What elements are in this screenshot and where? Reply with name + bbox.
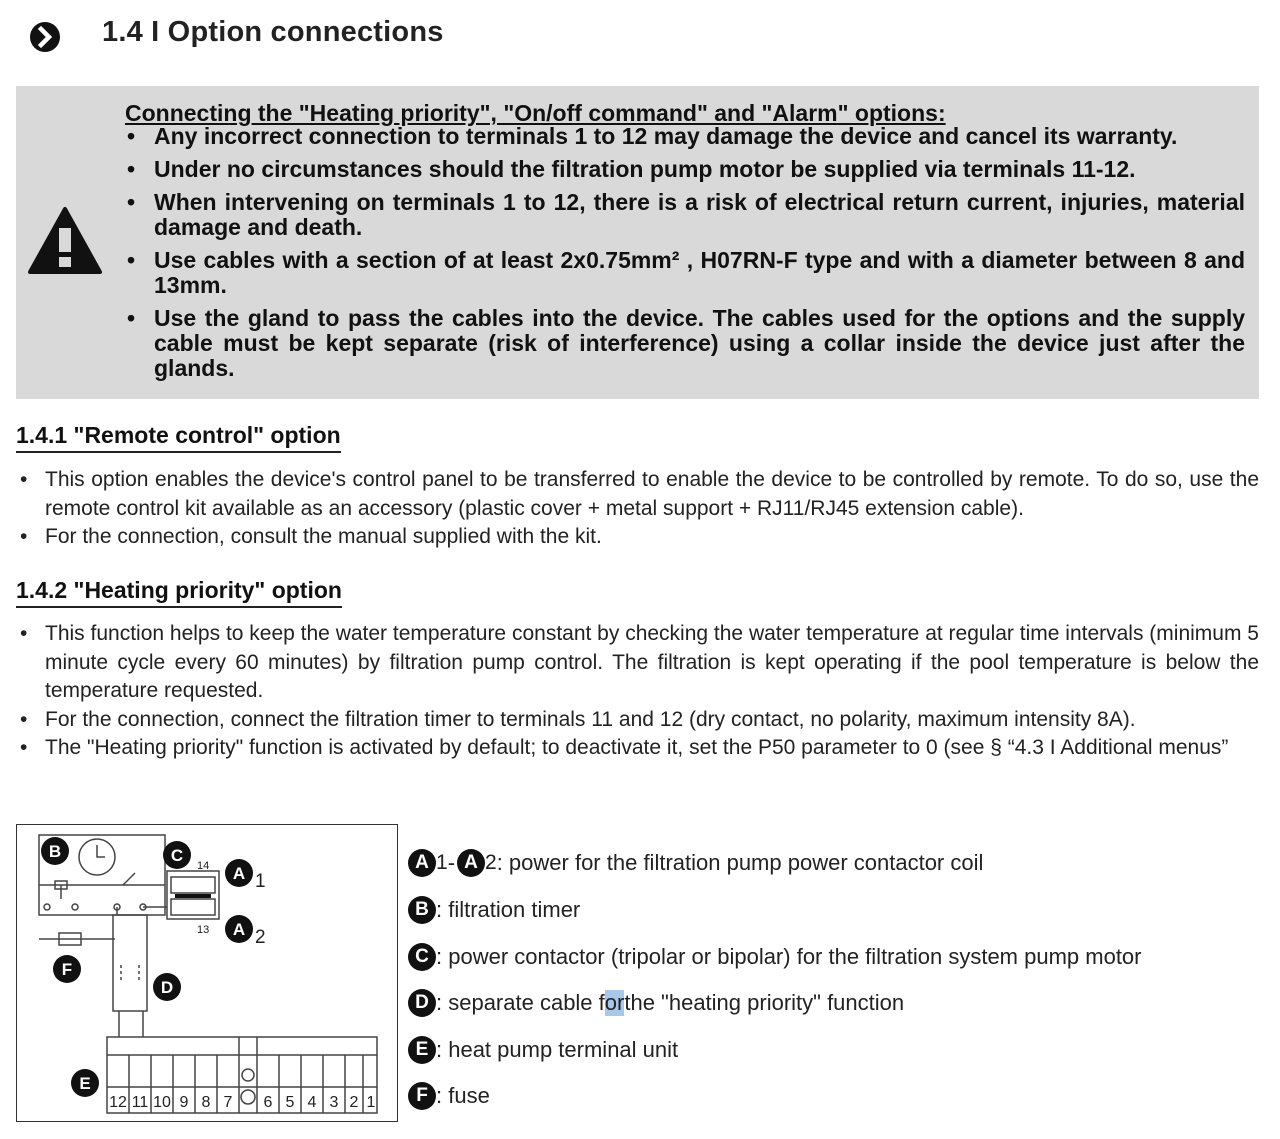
ground-icon: [242, 1069, 254, 1081]
legend-badge-b: B: [408, 896, 436, 924]
list-item: • For the connection, connect the filtration timer to terminals 11 and 12 (dry contact, no polarity, maximum intensity 8A).: [16, 706, 1259, 735]
legend-text: : fuse: [436, 1083, 490, 1108]
legend-row-c: [408, 940, 1142, 974]
legend-text: : filtration timer: [436, 897, 581, 922]
list-item: • Any incorrect connection to terminals 1 to 12 may damage the device and cancel its warranty.: [125, 124, 1245, 149]
list-item: • Under no circumstances should the filtration pump motor be supplied via terminals 11-12.: [125, 157, 1245, 182]
diagram-label-d: D: [160, 978, 174, 997]
terminal-label: 3: [329, 1094, 339, 1111]
legend-text: : separate cable f: [436, 990, 605, 1015]
terminal-label: 11: [131, 1094, 149, 1111]
legend-row-a: [408, 846, 983, 880]
legend-row-d: [408, 986, 904, 1020]
diagram-sub-2: 2: [255, 927, 266, 948]
terminal-label: 4: [307, 1094, 317, 1111]
section-title-remote: 1.4.1 "Remote control" option: [16, 422, 341, 453]
warning-list: [125, 124, 1245, 381]
diagram-sub-1: 1: [255, 871, 266, 892]
terminal-label: 5: [285, 1094, 295, 1111]
legend-row-e: [408, 1033, 678, 1067]
terminal-label: 6: [263, 1094, 273, 1111]
separate-cable: [113, 915, 147, 1011]
list-item: • When intervening on terminals 1 to 12, there is a risk of electrical return current, injuries, material damage and death.: [125, 190, 1245, 240]
legend-text: : power contactor (tripolar or bipolar) for the filtration system pump motor: [436, 944, 1142, 969]
terminal-label: 12: [109, 1094, 127, 1111]
terminal-label: 9: [179, 1094, 189, 1111]
list-item: • For the connection, consult the manual supplied with the kit.: [16, 523, 1259, 552]
diagram-label-a1: A: [232, 864, 246, 883]
terminal-label: 10: [153, 1094, 171, 1111]
list-item: • The "Heating priority" function is activated by default; to deactivate it, set the P50 parameter to 0 (see § “4.3 I Additional menus”: [16, 734, 1259, 763]
terminal-label: 7: [223, 1094, 233, 1111]
list-item: • Use the gland to pass the cables into the device. The cables used for the options and the supply cable must be kept separate (risk of interference) using a collar inside the device just after the glands.: [125, 306, 1245, 381]
terminal-label: 2: [349, 1094, 359, 1111]
diagram-label-c: C: [170, 846, 184, 865]
heating-list: [16, 620, 1259, 763]
legend-text: the "heating priority" function: [624, 990, 905, 1015]
wiring-diagram: [16, 824, 398, 1122]
legend-badge-f: F: [408, 1082, 436, 1110]
list-item: • This function helps to keep the water temperature constant by checking the water temperature at regular time intervals (minimum 5 minute cycle every 60 minutes) by filtration pump control. The filtration is kept operating if the pool temperature is below the temperature requested.: [16, 620, 1259, 706]
text-selection: or: [604, 990, 625, 1015]
remote-list: [16, 466, 1259, 552]
legend-row-b: [408, 893, 580, 927]
legend-sub: 2: [485, 851, 497, 874]
legend-text: : power for the filtration pump power contactor coil: [496, 850, 984, 875]
legend-badge-d: D: [408, 989, 436, 1017]
legend-sep: -: [447, 850, 456, 875]
legend-badge-a: A: [408, 849, 436, 877]
legend-row-f: [408, 1079, 490, 1113]
list-item: • This option enables the device's control panel to be transferred to enable the device to be controlled by remote. To do so, use the remote control kit available as an accessory (plastic cover + metal support + RJ11/RJ45 extension cable).: [16, 466, 1259, 523]
warning-heading: Connecting the "Heating priority", "On/off command" and "Alarm" options:: [125, 100, 946, 126]
legend-sub: 1: [436, 851, 448, 874]
legend-badge-e: E: [408, 1036, 436, 1064]
terminal-label: 1: [366, 1094, 376, 1111]
section-title-heating: 1.4.2 "Heating priority" option: [16, 577, 342, 608]
legend-text: : heat pump terminal unit: [436, 1037, 679, 1062]
diagram-label-a2: A: [232, 920, 246, 939]
diagram-label-b: B: [48, 842, 62, 861]
legend-badge-a: A: [457, 849, 485, 877]
warning-triangle-icon: [28, 206, 102, 281]
chevron-right-circle-icon: [30, 22, 60, 52]
contact-bottom-label: 13: [197, 924, 210, 936]
legend-badge-c: C: [408, 943, 436, 971]
contact-top-label: 14: [197, 860, 210, 872]
diagram-label-f: F: [61, 960, 73, 979]
page-title: 1.4 I Option connections: [102, 16, 444, 48]
diagram-label-e: E: [79, 1074, 91, 1093]
list-item: • Use cables with a section of at least 2x0.75mm² , H07RN-F type and with a diameter between 8 and 13mm.: [125, 248, 1245, 298]
terminal-label: 8: [201, 1094, 211, 1111]
